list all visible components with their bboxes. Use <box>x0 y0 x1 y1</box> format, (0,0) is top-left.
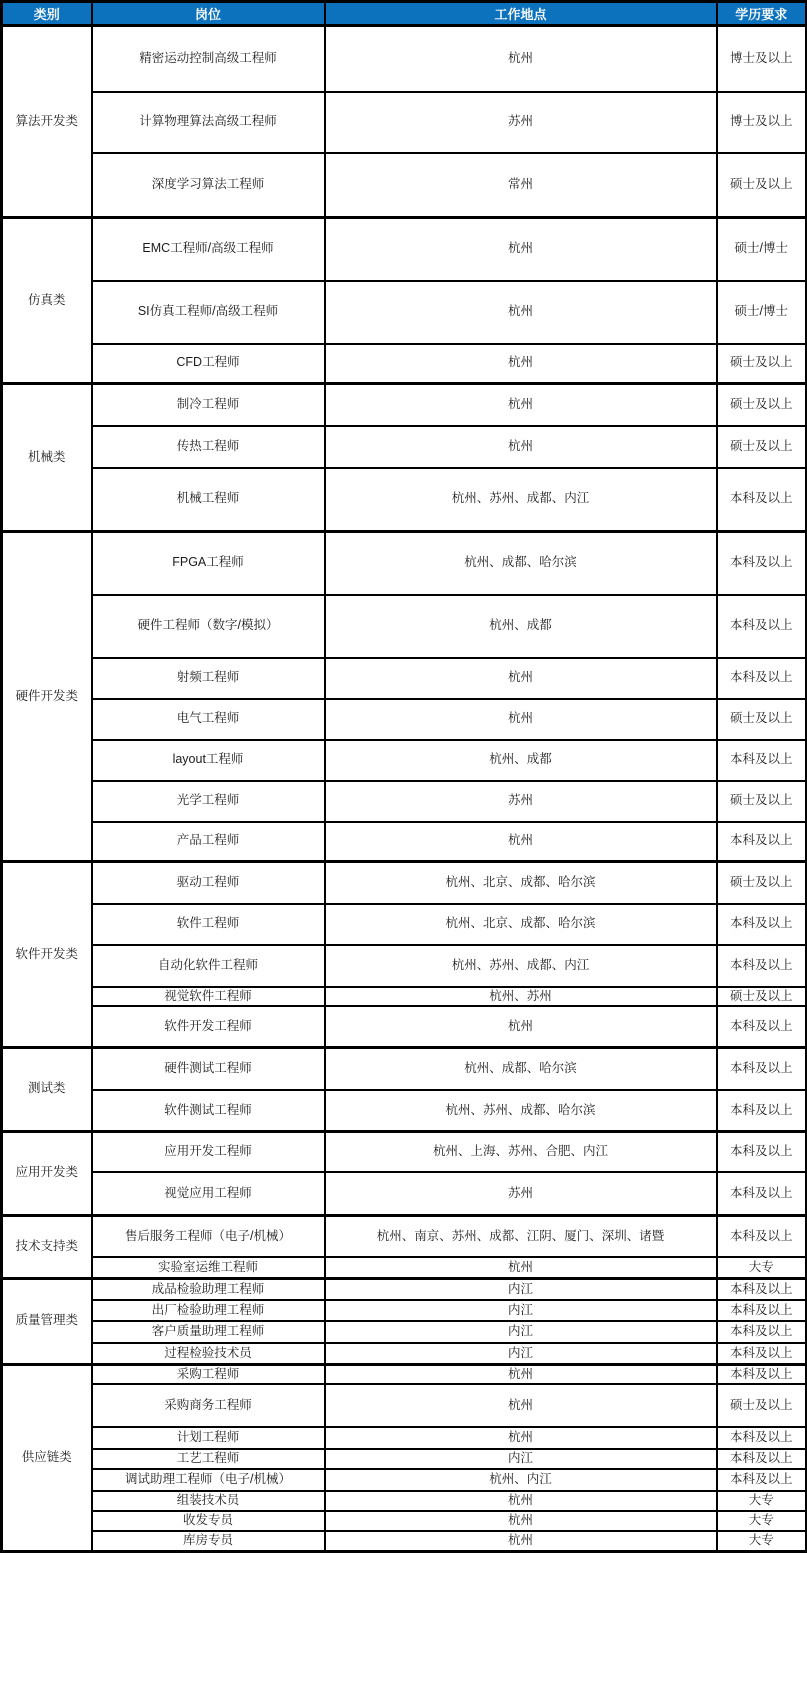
position-cell: 传热工程师 <box>92 426 325 468</box>
position-cell: FPGA工程师 <box>92 532 325 595</box>
table-row <box>2 699 807 740</box>
position-cell: 组装技术员 <box>92 1491 325 1511</box>
location-cell: 杭州 <box>325 1511 717 1531</box>
education-cell: 本科及以上 <box>717 1469 807 1491</box>
location-cell: 杭州 <box>325 1531 717 1551</box>
education-cell: 本科及以上 <box>717 1343 807 1364</box>
education-cell: 本科及以上 <box>717 904 807 945</box>
education-cell: 本科及以上 <box>717 1047 807 1090</box>
category-cell: 供应链类 <box>2 1364 92 1551</box>
table-row <box>2 1172 807 1215</box>
location-cell: 杭州、南京、苏州、成都、江阴、厦门、深圳、诸暨 <box>325 1215 717 1257</box>
table-row <box>2 862 807 904</box>
table-row <box>2 532 807 595</box>
position-cell: 精密运动控制高级工程师 <box>92 26 325 92</box>
table-row <box>2 1257 807 1278</box>
position-cell: SI仿真工程师/高级工程师 <box>92 281 325 344</box>
position-cell: 调试助理工程师（电子/机械） <box>92 1469 325 1491</box>
education-cell: 本科及以上 <box>717 468 807 532</box>
position-cell: 视觉应用工程师 <box>92 1172 325 1215</box>
location-cell: 杭州 <box>325 1491 717 1511</box>
column-header-location: 工作地点 <box>325 2 717 26</box>
position-cell: 收发专员 <box>92 1511 325 1531</box>
category-cell: 技术支持类 <box>2 1215 92 1278</box>
location-cell: 内江 <box>325 1300 717 1321</box>
table-row <box>2 426 807 468</box>
location-cell: 杭州、上海、苏州、合肥、内江 <box>325 1131 717 1172</box>
position-cell: 成品检验助理工程师 <box>92 1278 325 1300</box>
education-cell: 本科及以上 <box>717 1090 807 1131</box>
table-row <box>2 1215 807 1257</box>
table-row <box>2 384 807 426</box>
category-cell: 质量管理类 <box>2 1278 92 1364</box>
location-cell: 杭州 <box>325 344 717 384</box>
table-row <box>2 1090 807 1131</box>
education-cell: 硕士及以上 <box>717 153 807 218</box>
education-cell: 硕士及以上 <box>717 781 807 822</box>
location-cell: 杭州、苏州、成都、内江 <box>325 468 717 532</box>
table-row <box>2 1047 807 1090</box>
table-row <box>2 1531 807 1551</box>
location-cell: 杭州、成都 <box>325 595 717 658</box>
location-cell: 苏州 <box>325 781 717 822</box>
position-cell: 客户质量助理工程师 <box>92 1321 325 1343</box>
position-cell: 深度学习算法工程师 <box>92 153 325 218</box>
location-cell: 杭州 <box>325 26 717 92</box>
position-cell: 自动化软件工程师 <box>92 945 325 987</box>
position-cell: 产品工程师 <box>92 822 325 862</box>
position-cell: 软件开发工程师 <box>92 1006 325 1047</box>
position-cell: 计划工程师 <box>92 1427 325 1449</box>
education-cell: 本科及以上 <box>717 595 807 658</box>
position-cell: 硬件测试工程师 <box>92 1047 325 1090</box>
category-cell: 仿真类 <box>2 218 92 384</box>
position-cell: 制冷工程师 <box>92 384 325 426</box>
table-row <box>2 1343 807 1364</box>
position-cell: 计算物理算法高级工程师 <box>92 92 325 153</box>
education-cell: 本科及以上 <box>717 532 807 595</box>
position-cell: 实验室运维工程师 <box>92 1257 325 1278</box>
position-cell: 驱动工程师 <box>92 862 325 904</box>
table-row <box>2 1131 807 1172</box>
table-row <box>2 1427 807 1449</box>
table-row <box>2 1321 807 1343</box>
education-cell: 本科及以上 <box>717 740 807 781</box>
category-cell: 软件开发类 <box>2 862 92 1048</box>
table-row <box>2 468 807 532</box>
position-cell: 软件工程师 <box>92 904 325 945</box>
education-cell: 本科及以上 <box>717 1131 807 1172</box>
education-cell: 本科及以上 <box>717 945 807 987</box>
education-cell: 硕士/博士 <box>717 218 807 281</box>
position-cell: 工艺工程师 <box>92 1449 325 1469</box>
table-row <box>2 1384 807 1427</box>
table-row <box>2 595 807 658</box>
education-cell: 博士及以上 <box>717 26 807 92</box>
location-cell: 杭州、成都、哈尔滨 <box>325 1047 717 1090</box>
education-cell: 硕士及以上 <box>717 862 807 904</box>
education-cell: 本科及以上 <box>717 1215 807 1257</box>
education-cell: 大专 <box>717 1531 807 1551</box>
education-cell: 硕士/博士 <box>717 281 807 344</box>
position-cell: layout工程师 <box>92 740 325 781</box>
position-cell: 售后服务工程师（电子/机械） <box>92 1215 325 1257</box>
table-row <box>2 658 807 699</box>
location-cell: 杭州、北京、成都、哈尔滨 <box>325 862 717 904</box>
location-cell: 内江 <box>325 1321 717 1343</box>
location-cell: 杭州 <box>325 1006 717 1047</box>
table-row <box>2 1006 807 1047</box>
location-cell: 杭州 <box>325 1257 717 1278</box>
location-cell: 杭州 <box>325 426 717 468</box>
education-cell: 大专 <box>717 1511 807 1531</box>
table-row <box>2 1491 807 1511</box>
education-cell: 硕士及以上 <box>717 344 807 384</box>
location-cell: 杭州 <box>325 1427 717 1449</box>
education-cell: 本科及以上 <box>717 1300 807 1321</box>
education-cell: 硕士及以上 <box>717 987 807 1007</box>
table-row <box>2 740 807 781</box>
location-cell: 杭州 <box>325 218 717 281</box>
position-cell: 应用开发工程师 <box>92 1131 325 1172</box>
location-cell: 杭州 <box>325 699 717 740</box>
education-cell: 本科及以上 <box>717 1172 807 1215</box>
table-row <box>2 344 807 384</box>
table-row <box>2 218 807 281</box>
location-cell: 杭州 <box>325 1364 717 1384</box>
education-cell: 博士及以上 <box>717 92 807 153</box>
education-cell: 硕士及以上 <box>717 699 807 740</box>
location-cell: 杭州 <box>325 281 717 344</box>
education-cell: 大专 <box>717 1257 807 1278</box>
category-cell: 测试类 <box>2 1047 92 1131</box>
location-cell: 杭州、苏州 <box>325 987 717 1007</box>
table-row <box>2 1511 807 1531</box>
location-cell: 苏州 <box>325 92 717 153</box>
education-cell: 硕士及以上 <box>717 426 807 468</box>
table-row <box>2 153 807 218</box>
jobs-table-body <box>2 26 807 1552</box>
category-cell: 机械类 <box>2 384 92 532</box>
position-cell: 采购工程师 <box>92 1364 325 1384</box>
position-cell: 电气工程师 <box>92 699 325 740</box>
position-cell: 光学工程师 <box>92 781 325 822</box>
location-cell: 杭州、苏州、成都、内江 <box>325 945 717 987</box>
education-cell: 本科及以上 <box>717 658 807 699</box>
location-cell: 杭州 <box>325 822 717 862</box>
table-row <box>2 1449 807 1469</box>
position-cell: 出厂检验助理工程师 <box>92 1300 325 1321</box>
category-cell: 应用开发类 <box>2 1131 92 1215</box>
location-cell: 苏州 <box>325 1172 717 1215</box>
table-row <box>2 945 807 987</box>
position-cell: 软件测试工程师 <box>92 1090 325 1131</box>
education-cell: 本科及以上 <box>717 1278 807 1300</box>
education-cell: 本科及以上 <box>717 1321 807 1343</box>
education-cell: 大专 <box>717 1491 807 1511</box>
position-cell: 库房专员 <box>92 1531 325 1551</box>
category-cell: 硬件开发类 <box>2 532 92 862</box>
table-row <box>2 92 807 153</box>
position-cell: 视觉软件工程师 <box>92 987 325 1007</box>
table-row <box>2 822 807 862</box>
table-row <box>2 281 807 344</box>
location-cell: 杭州、北京、成都、哈尔滨 <box>325 904 717 945</box>
location-cell: 内江 <box>325 1343 717 1364</box>
table-row <box>2 987 807 1007</box>
location-cell: 内江 <box>325 1449 717 1469</box>
location-cell: 内江 <box>325 1278 717 1300</box>
education-cell: 本科及以上 <box>717 1364 807 1384</box>
position-cell: 过程检验技术员 <box>92 1343 325 1364</box>
column-header-education: 学历要求 <box>717 2 807 26</box>
location-cell: 杭州 <box>325 384 717 426</box>
location-cell: 杭州、成都、哈尔滨 <box>325 532 717 595</box>
education-cell: 硕士及以上 <box>717 1384 807 1427</box>
location-cell: 杭州 <box>325 1384 717 1427</box>
table-row <box>2 1364 807 1384</box>
position-cell: CFD工程师 <box>92 344 325 384</box>
location-cell: 常州 <box>325 153 717 218</box>
header-row <box>2 2 807 26</box>
position-cell: 采购商务工程师 <box>92 1384 325 1427</box>
position-cell: 机械工程师 <box>92 468 325 532</box>
table-row <box>2 1300 807 1321</box>
position-cell: 射频工程师 <box>92 658 325 699</box>
position-cell: 硬件工程师（数字/模拟） <box>92 595 325 658</box>
table-row <box>2 1278 807 1300</box>
location-cell: 杭州、苏州、成都、哈尔滨 <box>325 1090 717 1131</box>
education-cell: 本科及以上 <box>717 1006 807 1047</box>
table-row <box>2 1469 807 1491</box>
location-cell: 杭州、内江 <box>325 1469 717 1491</box>
education-cell: 本科及以上 <box>717 1449 807 1469</box>
position-cell: EMC工程师/高级工程师 <box>92 218 325 281</box>
table-row <box>2 781 807 822</box>
column-header-category: 类别 <box>2 2 92 26</box>
location-cell: 杭州、成都 <box>325 740 717 781</box>
column-header-position: 岗位 <box>92 2 325 26</box>
category-cell: 算法开发类 <box>2 26 92 218</box>
education-cell: 硕士及以上 <box>717 384 807 426</box>
location-cell: 杭州 <box>325 658 717 699</box>
table-row <box>2 26 807 92</box>
table-row <box>2 904 807 945</box>
education-cell: 本科及以上 <box>717 822 807 862</box>
education-cell: 本科及以上 <box>717 1427 807 1449</box>
